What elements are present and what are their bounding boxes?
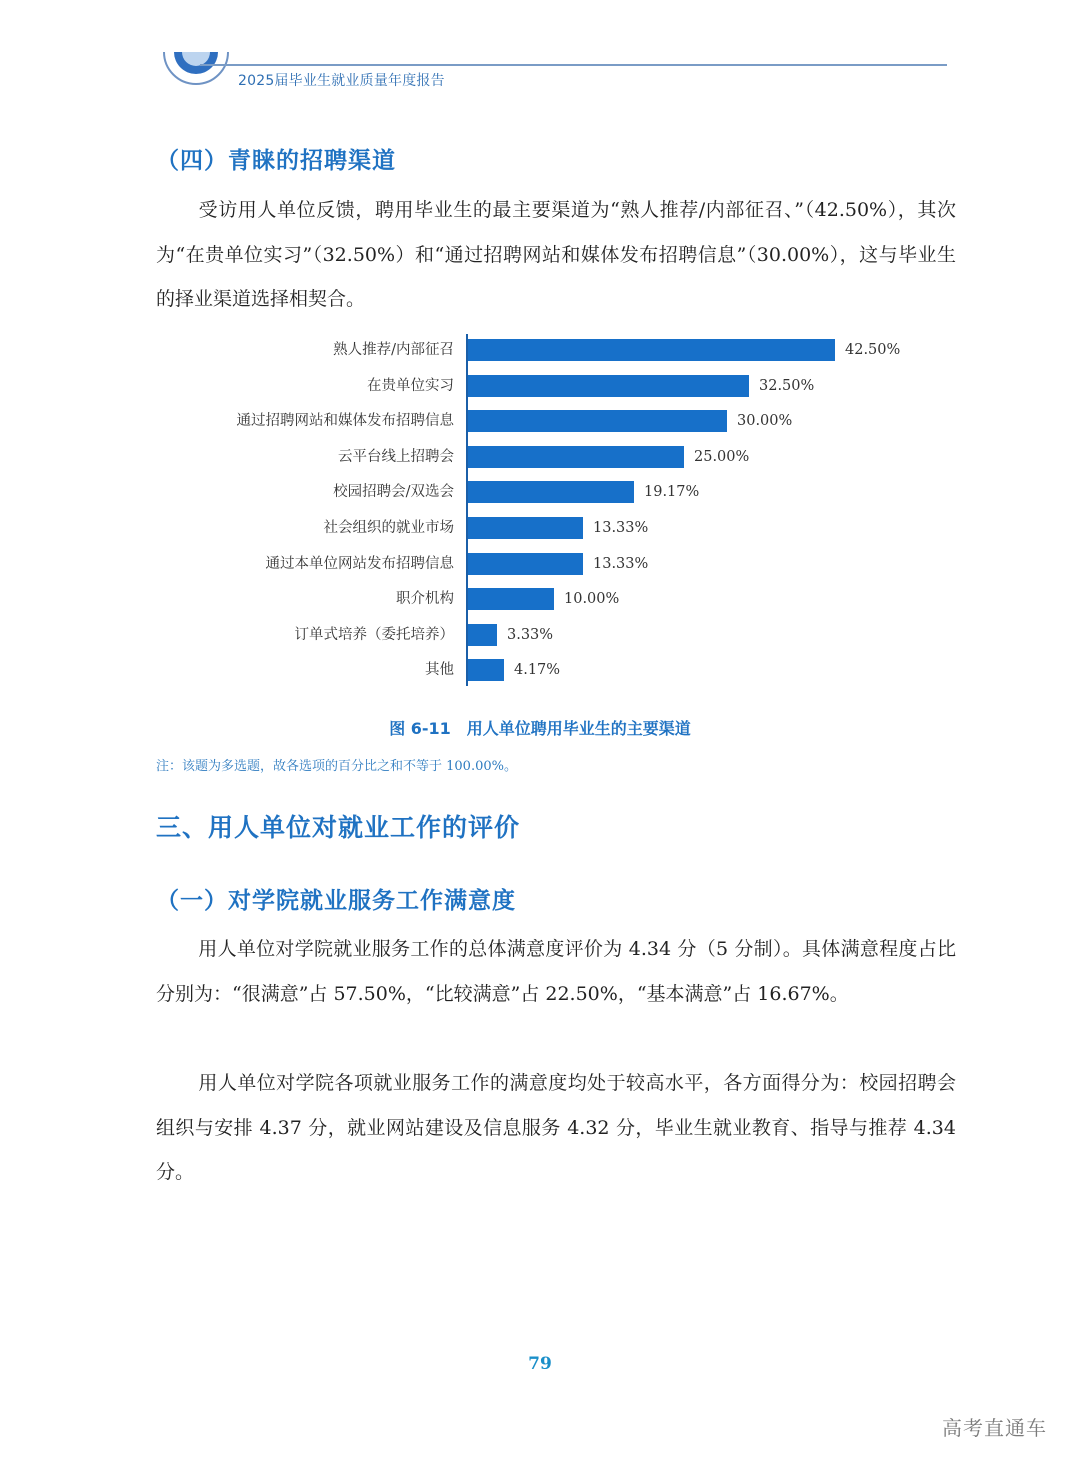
chart-category-label: 通过招聘网站和媒体发布招聘信息	[236, 413, 454, 429]
figure-note: 注：该题为多选题，故各选项的百分比之和不等于 100.00%。	[156, 759, 517, 774]
chart-bar	[468, 517, 583, 539]
chart-category-label: 其他	[425, 662, 454, 678]
recruitment-channels-text: 受访用人单位反馈，聘用毕业生的最主要渠道为“熟人推荐/内部征召、”（42.50%），其次为“在贵单位实习”（32.50%）和“通过招聘网站和媒体发布招聘信息”（30.00%），这与毕业生的择业渠道选择相契合。	[156, 199, 956, 310]
chart-category-label: 职介机构	[396, 591, 454, 607]
chart-value-label: 13.33%	[593, 556, 649, 572]
chart-bar	[468, 375, 749, 397]
satisfaction-text-1: 用人单位对学院就业服务工作的总体满意度评价为 4.34 分（5 分制）。具体满意程度占比分别为：“很满意”占 57.50%，“比较满意”占 22.50%，“基本满意”占 16.67%。	[156, 938, 956, 1005]
satisfaction-paragraph-1	[156, 927, 956, 1016]
chart-bar	[468, 339, 835, 361]
chart-category-label: 在贵单位实习	[367, 378, 454, 394]
chart-value-label: 25.00%	[694, 449, 750, 465]
chart-value-label: 19.17%	[644, 484, 700, 500]
chart-category-label: 订单式培养（委托培养）	[294, 627, 454, 643]
report-title: 2025届毕业生就业质量年度报告	[238, 73, 445, 89]
satisfaction-text-2: 用人单位对学院各项就业服务工作的满意度均处于较高水平，各方面得分为：校园招聘会组织与安排 4.37 分，就业网站建设及信息服务 4.32 分，毕业生就业教育、指导与推荐 4.34 分。	[156, 1072, 956, 1183]
chart-value-label: 32.50%	[759, 378, 815, 394]
chart-bar	[468, 659, 504, 681]
page-number: 79	[528, 1354, 552, 1374]
chart-bar	[468, 410, 727, 432]
chart-value-label: 13.33%	[593, 520, 649, 536]
figure-caption: 图 6-11 用人单位聘用毕业生的主要渠道	[389, 719, 691, 738]
chart-value-label: 3.33%	[507, 627, 554, 643]
section-heading-recruitment-channels: （四）青睐的招聘渠道	[156, 148, 396, 174]
chart-category-label: 云平台线上招聘会	[338, 449, 454, 465]
chart-category-label: 通过本单位网站发布招聘信息	[265, 556, 454, 572]
chart-value-label: 42.50%	[845, 342, 901, 358]
section-heading-employer-evaluation: 三、用人单位对就业工作的评价	[156, 813, 521, 842]
satisfaction-paragraph-2	[156, 1061, 956, 1195]
chart-category-label: 校园招聘会/双选会	[333, 484, 454, 500]
chart-bar	[468, 481, 634, 503]
chart-value-label: 10.00%	[564, 591, 620, 607]
chart-category-label: 社会组织的就业市场	[323, 520, 454, 536]
chart-value-label: 4.17%	[514, 662, 561, 678]
chart-bar	[468, 624, 497, 646]
watermark: 高考直通车	[942, 1416, 1047, 1440]
chart-bar	[468, 446, 684, 468]
section-heading-service-satisfaction: （一）对学院就业服务工作满意度	[156, 888, 516, 914]
recruitment-channels-bar-chart	[0, 0, 1080, 700]
chart-bar	[468, 553, 583, 575]
chart-bar	[468, 588, 554, 610]
chart-value-label: 30.00%	[737, 413, 793, 429]
chart-category-label: 熟人推荐/内部征召	[333, 342, 454, 358]
